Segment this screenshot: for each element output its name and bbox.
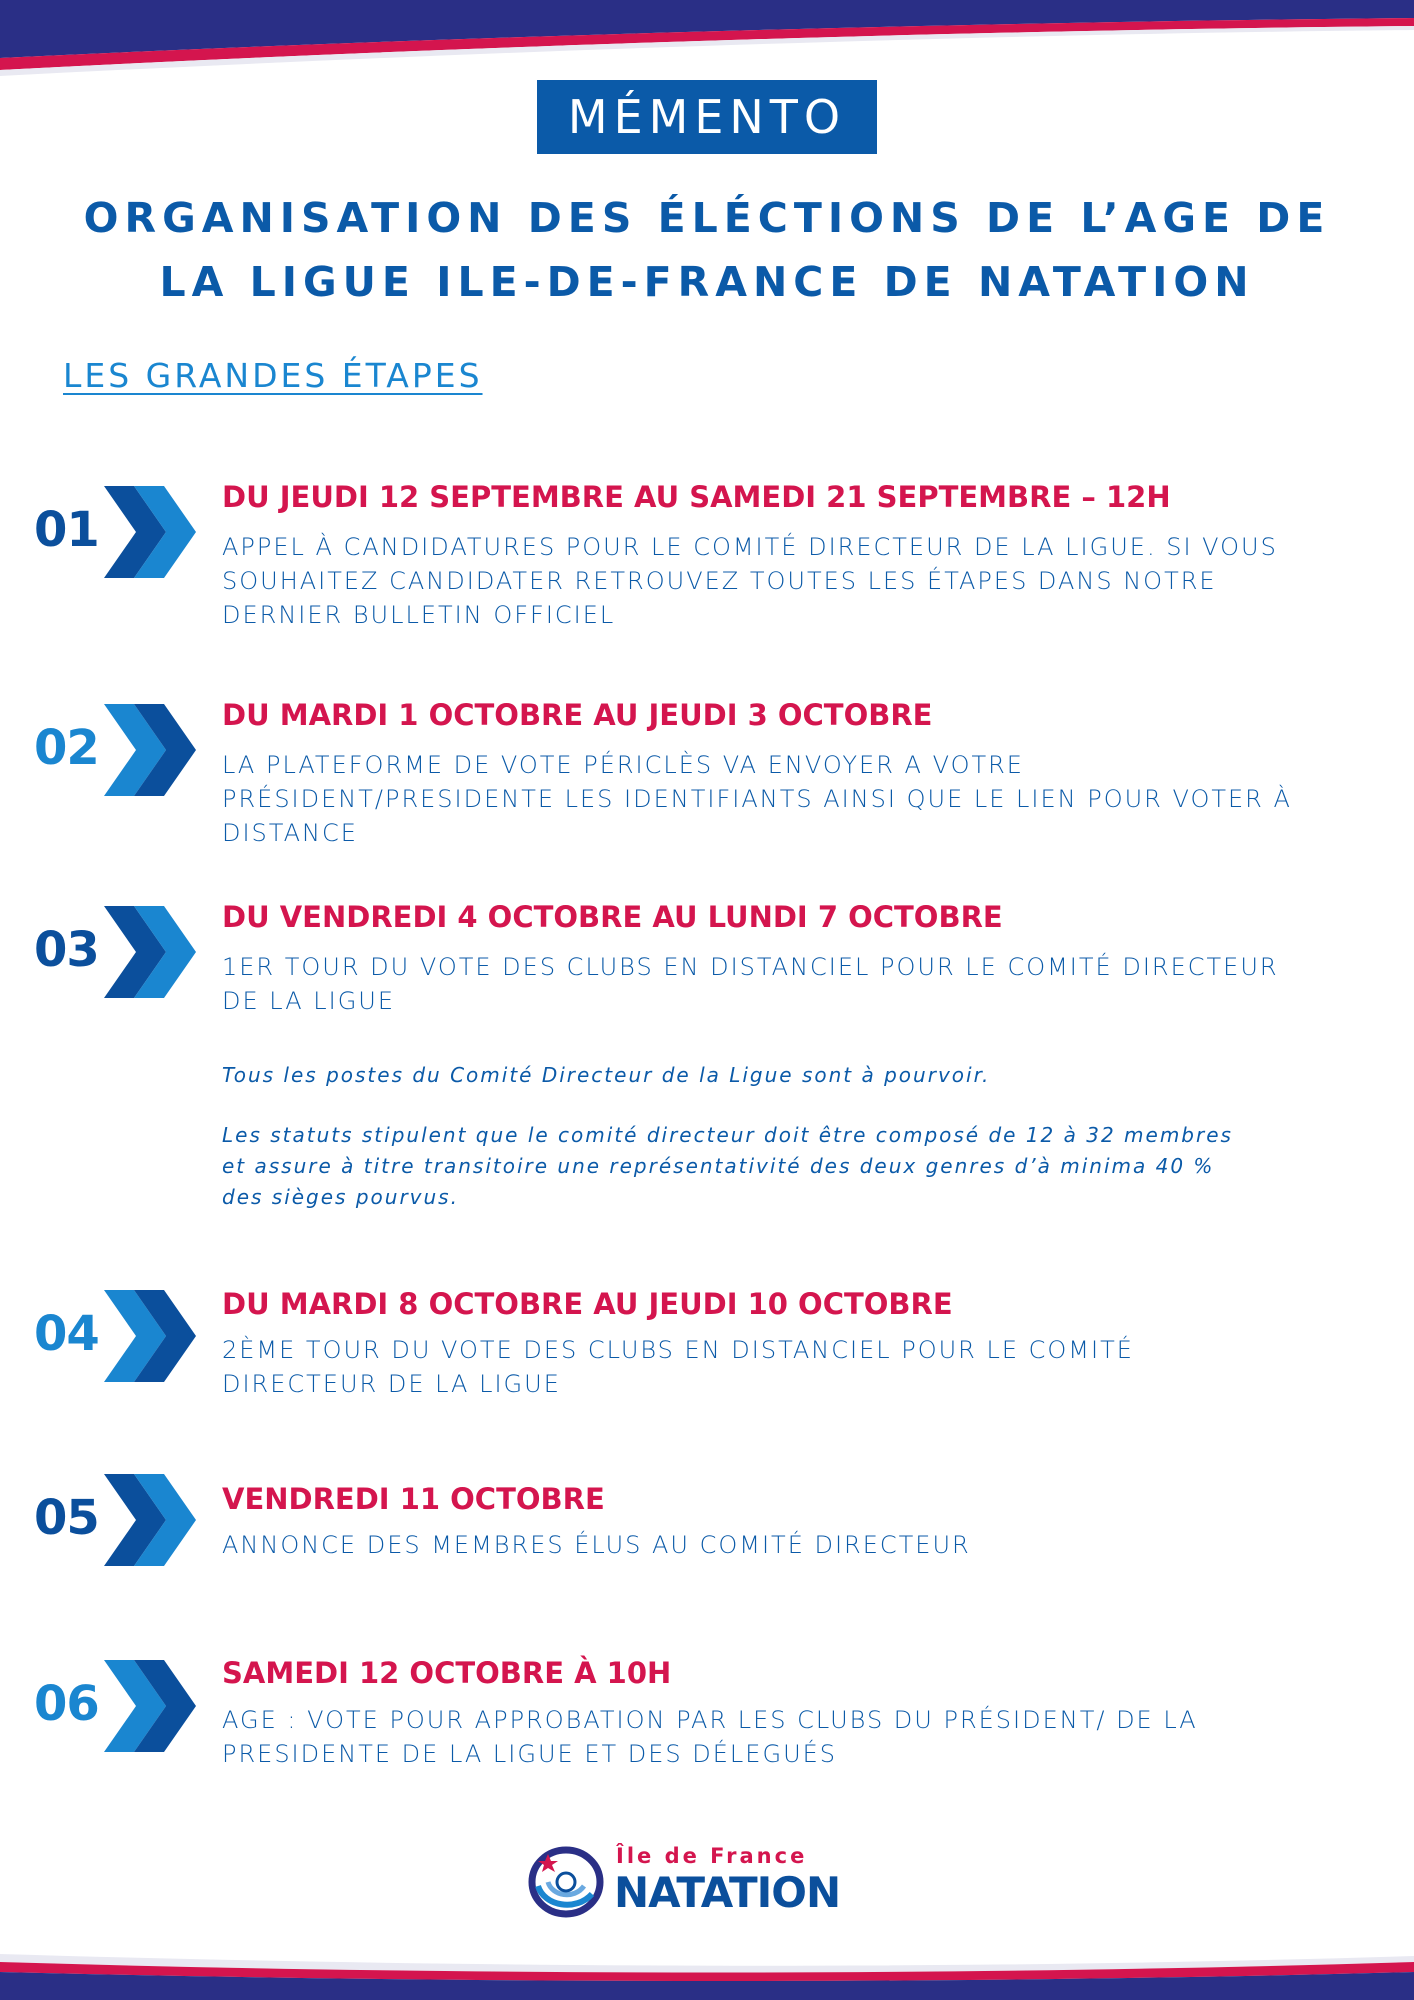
step-description-line: AGE : VOTE POUR APPROBATION PAR LES CLUBS DU PRÉSIDENT/ DE LA — [222, 1706, 1198, 1734]
step-number: 05 — [34, 1490, 99, 1546]
page-title-line2: LA LIGUE ILE-DE-FRANCE DE NATATION — [159, 258, 1255, 306]
logo-small-text: Île de France — [616, 1844, 808, 1868]
step-description-line: APPEL À CANDIDATURES POUR LE COMITÉ DIRECTEUR DE LA LIGUE. SI VOUS — [222, 533, 1278, 561]
step-description-line: PRESIDENTE DE LA LIGUE ET DES DÉLEGUÉS — [222, 1740, 838, 1768]
double-chevron-icon — [94, 1656, 198, 1756]
ile-de-france-natation-logo — [526, 1842, 846, 1918]
step-description-line: DE LA LIGUE — [222, 987, 396, 1015]
step-description-line: 1ER TOUR DU VOTE DES CLUBS EN DISTANCIEL POUR LE COMITÉ DIRECTEUR — [222, 953, 1279, 981]
step-description-line: ANNONCE DES MEMBRES ÉLUS AU COMITÉ DIRECTEUR — [222, 1531, 971, 1559]
step-description-line: DIRECTEUR DE LA LIGUE — [222, 1370, 561, 1398]
memento-badge — [537, 80, 877, 154]
step-description-line: PRÉSIDENT/PRESIDENTE LES IDENTIFIANTS AINSI QUE LE LIEN POUR VOTER À — [222, 785, 1292, 813]
step-description-line: 2ÈME TOUR DU VOTE DES CLUBS EN DISTANCIEL POUR LE COMITÉ — [222, 1336, 1134, 1364]
swirl-logo-icon — [526, 1842, 606, 1918]
step-date: SAMEDI 12 OCTOBRE À 10H — [222, 1656, 672, 1690]
step-number: 06 — [34, 1676, 99, 1732]
step-description-line: SOUHAITEZ CANDIDATER RETROUVEZ TOUTES LES ÉTAPES DANS NOTRE — [222, 567, 1217, 595]
step-description — [222, 1333, 1302, 1401]
statutes-note-line: Les statuts stipulent que le comité directeur doit être composé de 12 à 32 membres — [222, 1123, 1233, 1147]
step-date: DU JEUDI 12 SEPTEMBRE AU SAMEDI 21 SEPTEMBRE – 12H — [222, 480, 1171, 514]
step-description — [222, 950, 1302, 1018]
step-description — [222, 1703, 1302, 1771]
info-note: Tous les postes du Comité Directeur de la Ligue sont à pourvoir. — [222, 1063, 991, 1087]
double-chevron-icon — [94, 1286, 198, 1386]
double-chevron-icon — [94, 700, 198, 800]
top-decorative-band — [0, 0, 1414, 80]
statutes-note — [222, 1120, 1282, 1213]
page-title-line1: ORGANISATION DES ÉLÉCTIONS DE L’AGE DE — [83, 194, 1331, 242]
step-description-line: LA PLATEFORME DE VOTE PÉRICLÈS VA ENVOYER A VOTRE — [222, 751, 1024, 779]
double-chevron-icon — [94, 902, 198, 1002]
step-description-line: DERNIER BULLETIN OFFICIEL — [222, 601, 616, 629]
step-description — [222, 748, 1302, 850]
step-description — [222, 1528, 1302, 1562]
logo-big-text: NATATION — [614, 1868, 841, 1917]
step-description-line: DISTANCE — [222, 819, 358, 847]
statutes-note-line: des sièges pourvus. — [222, 1185, 459, 1209]
step-date: DU VENDREDI 4 OCTOBRE AU LUNDI 7 OCTOBRE — [222, 900, 1003, 934]
step-number: 01 — [34, 502, 99, 558]
memento-label: MÉMENTO — [567, 90, 847, 144]
statutes-note-line: et assure à titre transitoire une représentativité des deux genres d’à minima 40 % — [222, 1154, 1215, 1178]
page-title — [60, 186, 1354, 314]
step-number: 04 — [34, 1306, 99, 1362]
bottom-decorative-band — [0, 1920, 1414, 2000]
section-title: LES GRANDES ÉTAPES — [63, 356, 483, 395]
step-date: VENDREDI 11 OCTOBRE — [222, 1482, 605, 1516]
step-description — [222, 530, 1302, 632]
double-chevron-icon — [94, 1470, 198, 1570]
step-date: DU MARDI 8 OCTOBRE AU JEUDI 10 OCTOBRE — [222, 1287, 953, 1321]
double-chevron-icon — [94, 482, 198, 582]
step-date: DU MARDI 1 OCTOBRE AU JEUDI 3 OCTOBRE — [222, 698, 933, 732]
step-number: 02 — [34, 720, 99, 776]
step-number: 03 — [34, 922, 99, 978]
